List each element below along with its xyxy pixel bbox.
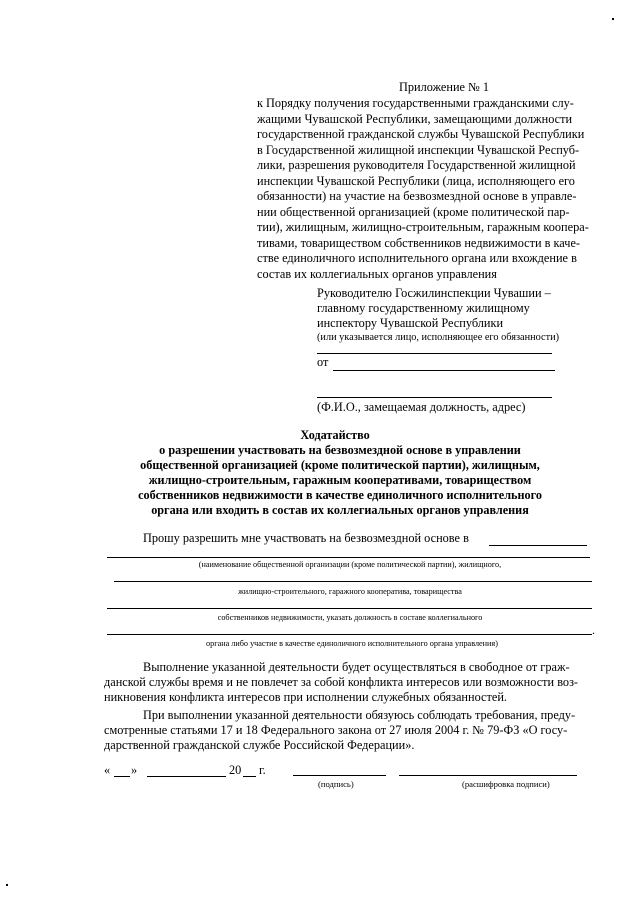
date-quote-close: » xyxy=(131,763,138,777)
petition-subtitle-line: о разрешении участвовать на безвозмездной основе в управлении xyxy=(159,443,521,457)
appendix-line: лики, разрешения руководителя Государственной жилищной xyxy=(257,158,576,172)
from-underline xyxy=(333,370,555,371)
appendix-line: в Государственной жилищной инспекции Чувашской Респуб- xyxy=(257,143,580,157)
year-prefix: 20 xyxy=(229,763,242,777)
from-label: от xyxy=(317,355,329,369)
appendix-title: Приложение № 1 xyxy=(399,80,490,94)
coop-line xyxy=(114,581,592,582)
paragraph-line: никновения конфликта интересов при исполнении служебных обязанностей. xyxy=(104,690,507,704)
appendix-line: инспекции Чувашской Республики (лица, исполняющего его xyxy=(257,174,575,188)
appendix-line: жащими Чувашской Республики, замещающими должности xyxy=(257,112,573,126)
date-quote-open: « xyxy=(104,763,111,777)
year-suffix: г. xyxy=(259,763,266,777)
request-underline xyxy=(489,545,587,546)
body-line-dot: . xyxy=(592,623,595,637)
request-text: Прошу разрешить мне участвовать на безвозмездной основе в xyxy=(143,531,469,545)
scan-dot-bottom xyxy=(6,884,8,886)
petition-title: Ходатайство xyxy=(300,428,370,442)
org-name-line xyxy=(107,557,590,558)
year-underline xyxy=(243,776,256,777)
petition-subtitle-line: собственников недвижимости в качестве единоличного исполнительного xyxy=(138,488,542,502)
addressee-note: (или указывается лицо, исполняющее его обязанности) xyxy=(317,332,560,343)
org-name-caption: (наименование общественной организации (кроме политической партии), жилищного, xyxy=(198,560,502,569)
appendix-line: нии общественной организацией (кроме политической пар- xyxy=(257,205,570,219)
petition-subtitle-line: органа или входить в состав их коллегиальных органов управления xyxy=(151,503,529,517)
appendix-line: стве единоличного исполнительного органа или вхождение в xyxy=(257,251,577,265)
addressee-line: главному государственному жилищному xyxy=(317,301,530,315)
signature-caption: (подпись) xyxy=(318,779,354,789)
day-underline xyxy=(114,776,130,777)
fio-underline xyxy=(317,397,552,398)
owners-line xyxy=(107,608,592,609)
appendix-line: государственной гражданской службы Чувашской Республики xyxy=(257,127,585,141)
appendix-line: обязанности) на участие на безвозмездной основе в управле- xyxy=(257,189,577,203)
fio-caption: (Ф.И.О., замещаемая должность, адрес) xyxy=(317,400,526,414)
coop-caption: жилищно-строительного, гаражного кооператива, товарищества xyxy=(238,587,462,596)
paragraph-line: Выполнение указанной деятельности будет осуществляться в свободное от граж- xyxy=(143,660,570,674)
month-underline xyxy=(147,776,226,777)
scan-dot-top xyxy=(612,18,614,20)
petition-subtitle-line: жилищно-строительным, гаражным кооперативами, товариществом xyxy=(148,473,532,487)
paragraph-line: смотренные статьями 17 и 18 Федерального закона от 27 июля 2004 г. № 79-ФЗ «О госу- xyxy=(104,723,568,737)
owners-caption: собственников недвижимости, указать должность в составе коллегиального xyxy=(217,613,483,622)
paragraph-line: дарственной гражданской службе Российской Федерации». xyxy=(104,738,415,752)
signature-underline xyxy=(293,775,386,776)
addressee-line: инспектору Чувашской Республики xyxy=(317,316,504,330)
body-line xyxy=(107,634,592,635)
appendix-line: тии), жилищным, жилищно-строительным, гаражным коопера- xyxy=(257,220,589,234)
body-caption: органа либо участие в качестве единоличного исполнительного органа управления) xyxy=(206,639,498,648)
decoding-caption: (расшифровка подписи) xyxy=(462,779,550,789)
petition-subtitle-line: общественной организацией (кроме политической партии), жилищным, xyxy=(140,458,540,472)
decoding-underline xyxy=(399,775,577,776)
appendix-line: к Порядку получения государственными гражданскими слу- xyxy=(257,96,574,110)
appendix-line: тивами, товариществом собственников недвижимости в каче- xyxy=(257,236,581,250)
paragraph-line: данской службы время и не повлечет за собой конфликта интересов или возможности воз- xyxy=(104,675,579,689)
appendix-line: состав их коллегиальных органов управления xyxy=(257,267,497,281)
addressee-underline xyxy=(317,353,552,354)
addressee-line: Руководителю Госжилинспекции Чувашии – xyxy=(317,286,551,300)
paragraph-line: При выполнении указанной деятельности обязуюсь соблюдать требования, преду- xyxy=(143,708,576,722)
